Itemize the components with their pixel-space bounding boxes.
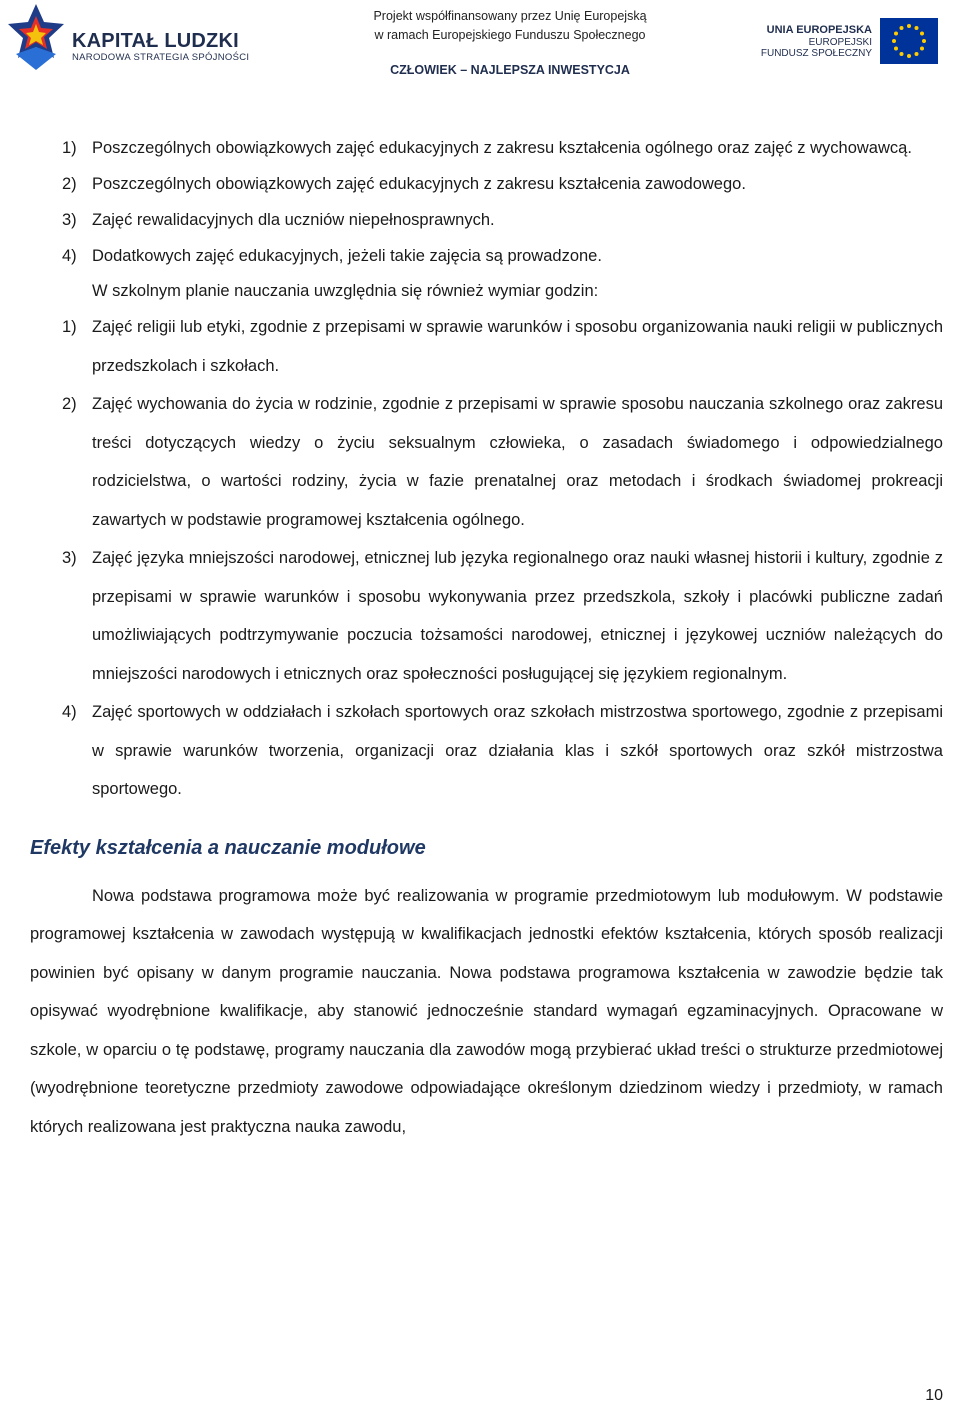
project-line-1: Projekt współfinansowany przez Unię Europejską [373,9,647,23]
logo-title: KAPITAŁ LUDZKI [72,30,239,52]
intro-sentence: W szkolnym planie nauczania uwzględnia się również wymiar godzin: [92,282,599,300]
slogan: CZŁOWIEK – NAJLEPSZA INWESTYCJA [390,63,630,77]
kapital-ludzki-logo-icon [6,2,66,72]
section-heading: Efekty kształcenia a nauczanie modułowe [30,836,426,859]
list-text: Zajęć języka mniejszości narodowej, etnicznej lub języka regionalnego oraz nauki własnej historii i kultury, zgodnie z przepisami w sprawie warunków i sposobu wykonywania przez przedszkola, szkoły i placówki publiczne zadań umożliwiających podtrzymywanie poczucia tożsamości narodowej, etnicznej i językowej uczniów należących do mniejszości narodowych i etnicznych oraz społeczności posługującej się językiem regionalnym. [92,549,943,683]
list-number: 2) [62,175,77,193]
list-number: 4) [62,703,77,721]
eu-flag-icon [880,18,938,64]
list-text: Poszczególnych obowiązkowych zajęć edukacyjnych z zakresu kształcenia zawodowego. [92,175,746,193]
list-text: Poszczególnych obowiązkowych zajęć edukacyjnych z zakresu kształcenia ogólnego oraz zajęć z wychowawcą. [92,139,912,157]
eu-label-2: EUROPEJSKI [808,37,872,48]
page-header [0,0,960,90]
list-number: 1) [62,139,77,157]
list-item [30,693,943,809]
list-number: 2) [62,395,77,413]
project-line-2: w ramach Europejskiego Funduszu Społecznego [374,28,646,42]
logo-subtitle: NARODOWA STRATEGIA SPÓJNOŚCI [72,52,250,63]
list-text: Zajęć rewalidacyjnych dla uczniów niepełnosprawnych. [92,211,495,229]
document-body [30,130,943,1146]
list-text: Zajęć wychowania do życia w rodzinie, zgodnie z przepisami w sprawie sposobu nauczania szkolnego oraz zakresu treści dotyczących wiedzy o życiu seksualnym człowieka, o zasadach świadomego i odpowiedzialnego rodzicielstwa, o wartości rodziny, życia w fazie prenatalnej oraz metodach i środkach świadomej prokreacji zawartych w podstawie programowej kształcenia ogólnego. [92,395,943,529]
list-number: 3) [62,211,77,229]
eu-label-1: UNIA EUROPEJSKA [766,24,872,36]
page-number: 10 [925,1387,943,1404]
list-number: 3) [62,549,77,567]
eu-label-3: FUNDUSZ SPOŁECZNY [760,48,872,59]
list-item [30,308,943,385]
list-item [30,166,943,202]
list-item [30,202,943,238]
list-item [30,385,943,539]
list-item [30,130,943,166]
list-number: 4) [62,247,77,265]
list-number: 1) [62,318,77,336]
list-text: Zajęć sportowych w oddziałach i szkołach sportowych oraz szkołach mistrzostwa sportowego, zgodnie z przepisami w sprawie warunków tworzenia, organizacji oraz działania klas i szkół sportowych oraz szkół mistrzostwa sportowego. [92,703,943,798]
body-paragraph: Nowa podstawa programowa może być realizowania w programie przedmiotowym lub modułowym. W podstawie programowej kształcenia w zawodach występują w kwalifikacjach jednostki efektów kształcenia, których sposób realizacji powinien być opisany w danym programie nauczania. Nowa podstawa programowa kształcenia w zawodzie będzie tak opisywać wyodrębnione kwalifikacje, aby stanowić jednocześnie standard wymagań egzaminacyjnych. Opracowane w szkole, w oparciu o tę podstawę, programy nauczania dla zawodów mogą przybierać układ treści o strukturze przedmiotowej (wyodrębnione teoretyczne przedmioty zawodowe odpowiadające określonym dziedzinom wiedzy i przedmioty, w ramach których realizowana jest praktyczna nauka zawodu, [30,886,943,1136]
list-text: Zajęć religii lub etyki, zgodnie z przepisami w sprawie warunków i sposobu organizowania nauki religii w publicznych przedszkolach i szkołach. [92,318,943,375]
list-item [30,539,943,693]
list-text: Dodatkowych zajęć edukacyjnych, jeżeli takie zajęcia są prowadzone. [92,247,602,265]
list-item [30,238,943,274]
